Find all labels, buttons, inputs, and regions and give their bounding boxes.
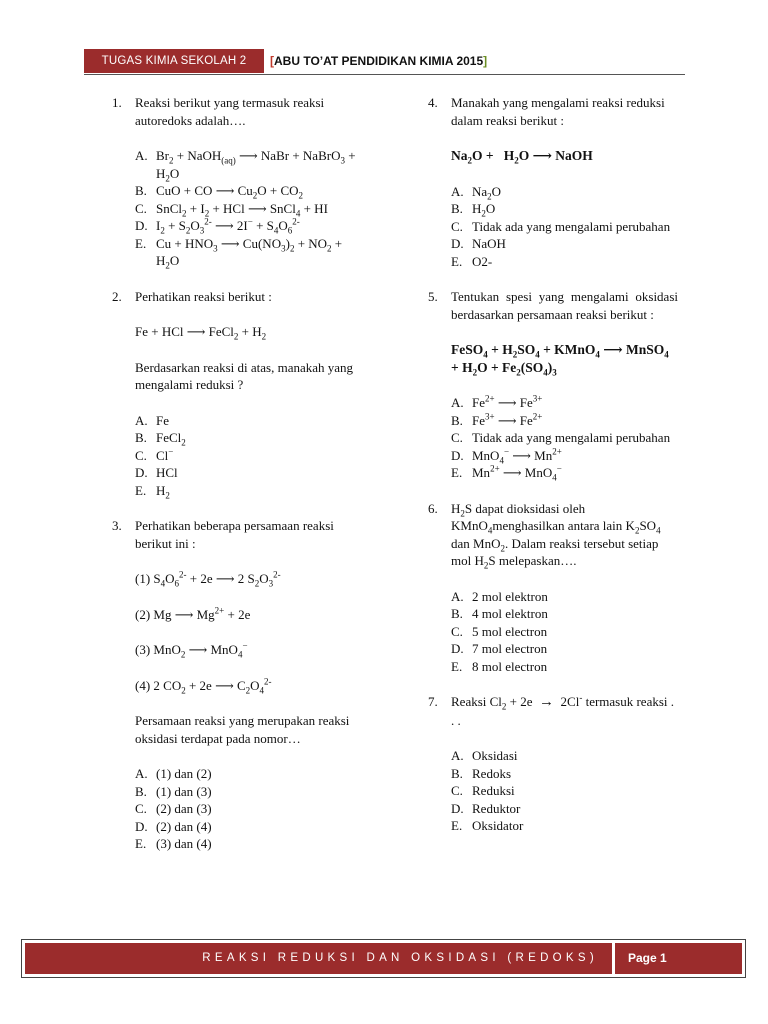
option-b: B. Redoks (451, 765, 511, 781)
arrow-right-icon: → (539, 694, 555, 710)
header-divider (84, 74, 685, 75)
reaction-equation: $Na_2O + H_2O$ ⟶ NaOH (451, 148, 593, 166)
option-c: C. 5 mol electron (451, 623, 548, 639)
options-list (135, 765, 362, 853)
question-5 (428, 288, 678, 482)
question-7 (428, 693, 678, 835)
option-d: D. 7 mol electron (451, 641, 548, 656)
question-4 (428, 94, 678, 270)
option-d: D. $I_2 + S_2O_3^{2-}$ ⟶ $2I^- + S_4O_6^{2-}$ (135, 216, 300, 236)
page-footer (21, 939, 746, 978)
header-author-text: ABU TO’AT PENDIDIKAN KIMIA 2015 (274, 54, 484, 68)
option-b: B. CuO + CO ⟶ $Cu_2O + CO_2$ (135, 183, 304, 201)
question-prompt: Persamaan reaksi yang merupakan reaksi oksidasi terdapat pada nomor… (135, 713, 350, 746)
question-number: 4. (428, 95, 438, 110)
question-text: $H_2S$ dapat dioksidasi oleh KMnO$_4$menghasilkan antara lain $K_2SO_4$ dan MnO$_2$. Dalam reaksi tersebut setiap mol $H_2S$ melepaskan…. (451, 500, 661, 571)
options-list (451, 183, 678, 271)
header-bracket-open: [ (270, 54, 274, 68)
question-text: Reaksi berikut yang termasuk reaksi autoredoks adalah…. (135, 95, 325, 128)
option-a: A. $Fe^{2+}$ ⟶ $Fe^{3+}$ (451, 393, 543, 410)
option-b: B. FeCl$_2$ (135, 430, 186, 448)
option-e: E. $H_2$ (135, 482, 170, 501)
option-a: A. (1) dan (2) (135, 766, 212, 781)
question-number: 2. (112, 288, 122, 304)
question-number: 6. (428, 500, 438, 516)
question-number: 1. (112, 95, 122, 110)
option-c: C. Tidak ada yang mengalami perubahan (451, 430, 671, 445)
page-header (84, 49, 684, 75)
option-c: C. (2) dan (3) (135, 801, 212, 816)
option-e: E. $Cu + HNO_3$ ⟶ $Cu(NO_3)_2 + NO_2 + H_2O$ (135, 235, 343, 271)
question-number: 3. (112, 518, 122, 533)
page-number: Page 1 (615, 943, 742, 974)
question-text: Reaksi $Cl_2 + 2e \to 2Cl^-$ termasuk reaksi . . . (451, 692, 675, 728)
option-d: D. (2) dan (4) (135, 818, 212, 834)
question-6 (428, 500, 678, 676)
question-text: Perhatikan reaksi berikut : (135, 288, 272, 304)
option-c: C. Reduksi (451, 783, 515, 798)
reaction-statement-2: (2) Mg ⟶ $Mg^{2+} + 2e$ (135, 605, 251, 622)
question-text: Manakah yang mengalami reaksi reduksi dalam reaksi berikut : (451, 95, 665, 128)
footer-title: REAKSI REDUKSI DAN OKSIDASI (REDOKS) (25, 943, 612, 974)
reaction-equation: FeSO$_4$ + $H_2SO_4$ + KMnO$_4$ ⟶ MnSO$_4$ + $H_2O + Fe_2(SO_4)_3$ (451, 342, 669, 378)
option-a: A. $Br_2$ + NaOH$_{(aq)}$ ⟶ NaBr + NaBrO$_3$ + $H_2O$ (135, 148, 356, 184)
option-e: E. $Mn^{2+}$ ⟶ MnO$_4$− (451, 463, 562, 483)
left-column (112, 94, 362, 871)
question-2 (112, 288, 362, 500)
option-a: A. $Na_2O$ (451, 183, 502, 202)
option-e: E. Oksidator (451, 818, 524, 833)
option-a: A. 2 mol elektron (451, 588, 548, 604)
option-e: E. O2- (451, 253, 493, 269)
reaction-statement-3: (3) MnO$_2$ ⟶ MnO$_4$− (135, 640, 248, 660)
option-b: B. 4 mol elektron (451, 606, 548, 621)
question-number: 7. (428, 694, 438, 709)
reaction-statement-4: (4) 2 $CO_2 + 2e$ ⟶ $C_2O_4^{2-}$ (135, 676, 272, 696)
option-c: C. Cl− (135, 446, 174, 463)
options-list (135, 412, 362, 500)
option-a: A. Fe (135, 412, 169, 428)
option-b: B. (1) dan (3) (135, 783, 212, 799)
header-school-label: TUGAS KIMIA SEKOLAH 2 (84, 49, 264, 73)
question-1 (112, 94, 362, 270)
option-c: C. Tidak ada yang mengalami perubahan (451, 218, 671, 234)
question-3 (112, 517, 362, 853)
option-d: D. MnO$_4$− ⟶ $Mn^{2+}$ (451, 446, 562, 466)
reaction-equation: Fe + HCl ⟶ FeCl$_2$ + $H_2$ (135, 324, 267, 342)
question-prompt: Berdasarkan reaksi di atas, manakah yang mengalami reduksi ? (135, 359, 354, 392)
option-d: D. NaOH (451, 236, 506, 251)
option-b: B. $Fe^{3+}$ ⟶ $Fe^{2+}$ (451, 411, 543, 428)
options-list (451, 588, 678, 676)
header-author-label (270, 49, 487, 73)
option-a: A. Oksidasi (451, 748, 518, 763)
option-d: D. HCl (135, 465, 178, 480)
question-text: Perhatikan beberapa persamaan reaksi berikut ini : (135, 518, 334, 551)
right-column (428, 94, 678, 853)
option-b: B. $H_2O$ (451, 201, 496, 219)
question-text: Tentukan spesi yang mengalami oksidasi berdasarkan persamaan reaksi berikut : (451, 289, 678, 322)
options-list (451, 394, 678, 482)
option-e: E. 8 mol electron (451, 658, 548, 674)
reaction-statement-1: (1) $S_4O_6^{2-} + 2e$ ⟶ 2 $S_2O_3^{2-}$ (135, 569, 281, 589)
header-bracket-close: ] (483, 54, 488, 68)
question-number: 5. (428, 289, 438, 304)
options-list (451, 747, 678, 835)
options-list (135, 147, 362, 270)
option-c: C. SnCl$_2$ + $I_2$ + HCl ⟶ SnCl$_4$ + HI (135, 200, 328, 219)
option-d: D. Reduktor (451, 800, 521, 816)
option-e: E. (3) dan (4) (135, 836, 212, 851)
